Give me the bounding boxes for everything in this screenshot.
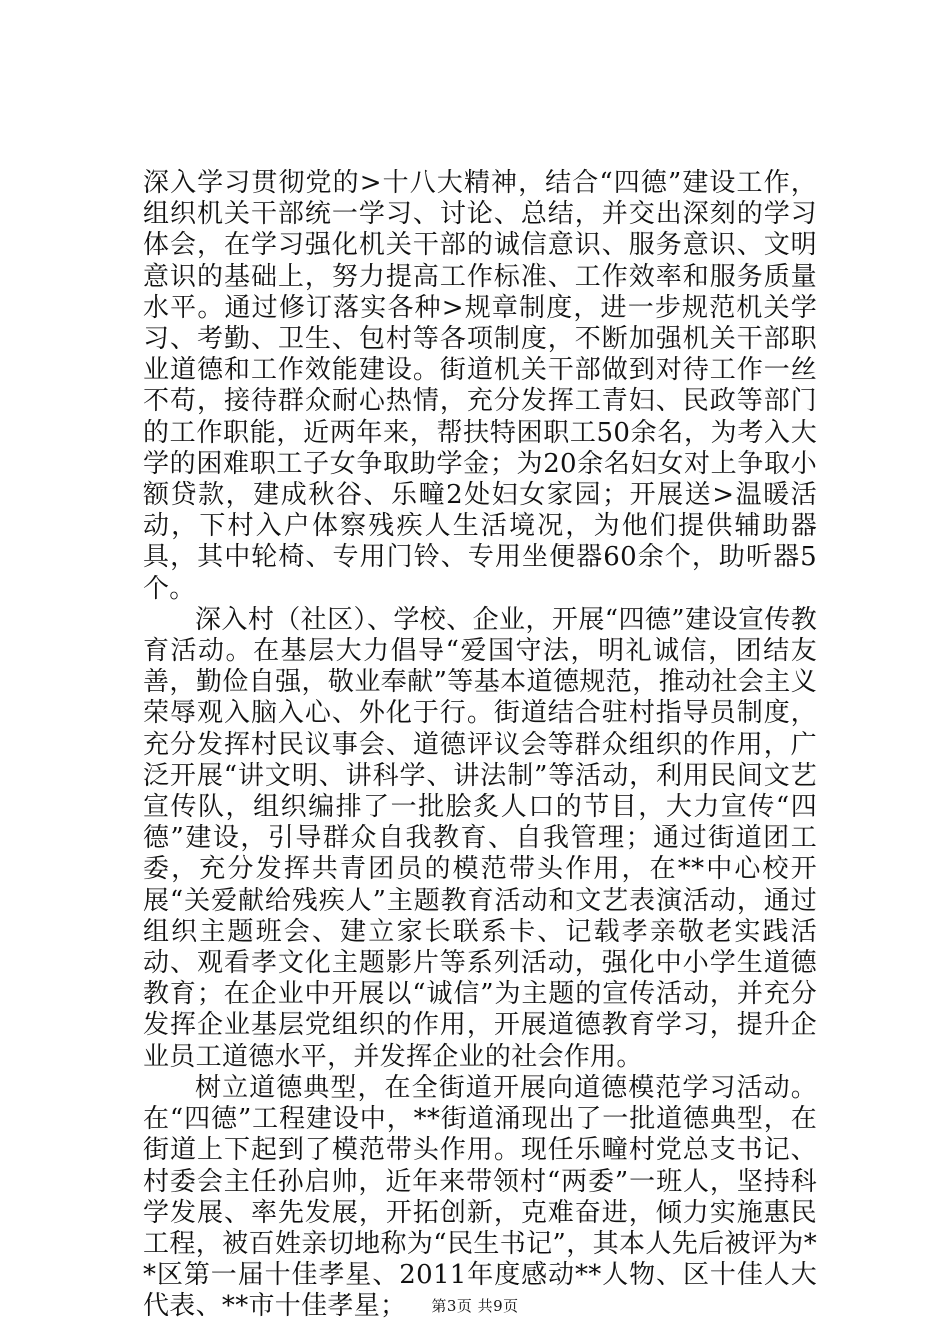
paragraph-2: 深入村（社区）、学校、企业，开展“四德”建设宣传教育活动。在基层大力倡导“爱国守法，明礼诚信，团结友善，勤俭自强，敬业奉献”等基本道德规范，推动社会主义荣辱观入脑入心、外化于行。街道结合驻村指导员制度，充分发挥村民议事会、道德评议会等群众组织的作用，广泛开展“讲文明、讲科学、讲法制”等活动，利用民间文艺宣传队，组织编排了一批脍炙人口的节目，大力宣传“四德”建设，引导群众自我教育、自我管理；通过街道团工委，充分发挥共青团员的模范带头作用，在**中心校开展“关爱献给残疾人”主题教育活动和文艺表演活动，通过组织主题班会、建立家长联系卡、记载孝亲敬老实践活动、观看孝文化主题影片等系列活动，强化中小学生道德教育；在企业中开展以“诚信”为主题的宣传活动，并充分发挥企业基层党组织的作用，开展道德教育学习，提升企业员工道德水平，并发挥企业的社会作用。 xyxy=(143,604,817,1072)
document-body xyxy=(143,168,817,1323)
paragraph-3: 树立道德典型，在全街道开展向道德模范学习活动。在“四德”工程建设中，**街道涌现出了一批道德典型，在街道上下起到了模范带头作用。现任乐疃村党总支书记、村委会主任孙启帅，近年来带领村“两委”一班人，坚持科学发展、率先发展，开拓创新，克难奋进，倾力实施惠民工程，被百姓亲切地称为“民生书记”，其本人先后被评为**区第一届十佳孝星、2011年度感动**人物、区十佳人大代表、**市十佳孝星； xyxy=(143,1072,817,1322)
paragraph-1: 深入学习贯彻党的>十八大精神，结合“四德”建设工作，组织机关干部统一学习、讨论、总结，并交出深刻的学习体会，在学习强化机关干部的诚信意识、服务意识、文明意识的基础上，努力提高工作标准、工作效率和服务质量水平。通过修订落实各种>规章制度，进一步规范机关学习、考勤、卫生、包村等各项制度，不断加强机关干部职业道德和工作效能建设。街道机关干部做到对待工作一丝不苟，接待群众耐心热情，充分发挥工青妇、民政等部门的工作职能，近两年来，帮扶特困职工50余名，为考入大学的困难职工子女争取助学金；为20余名妇女对上争取小额贷款，建成秋谷、乐疃2处妇女家园；开展送>温暖活动，下村入户体察残疾人生活境况，为他们提供辅助器具，其中轮椅、专用门铃、专用坐便器60余个，助听器5个。 xyxy=(143,168,817,604)
page-footer: 第3页 共9页 xyxy=(431,1297,519,1315)
